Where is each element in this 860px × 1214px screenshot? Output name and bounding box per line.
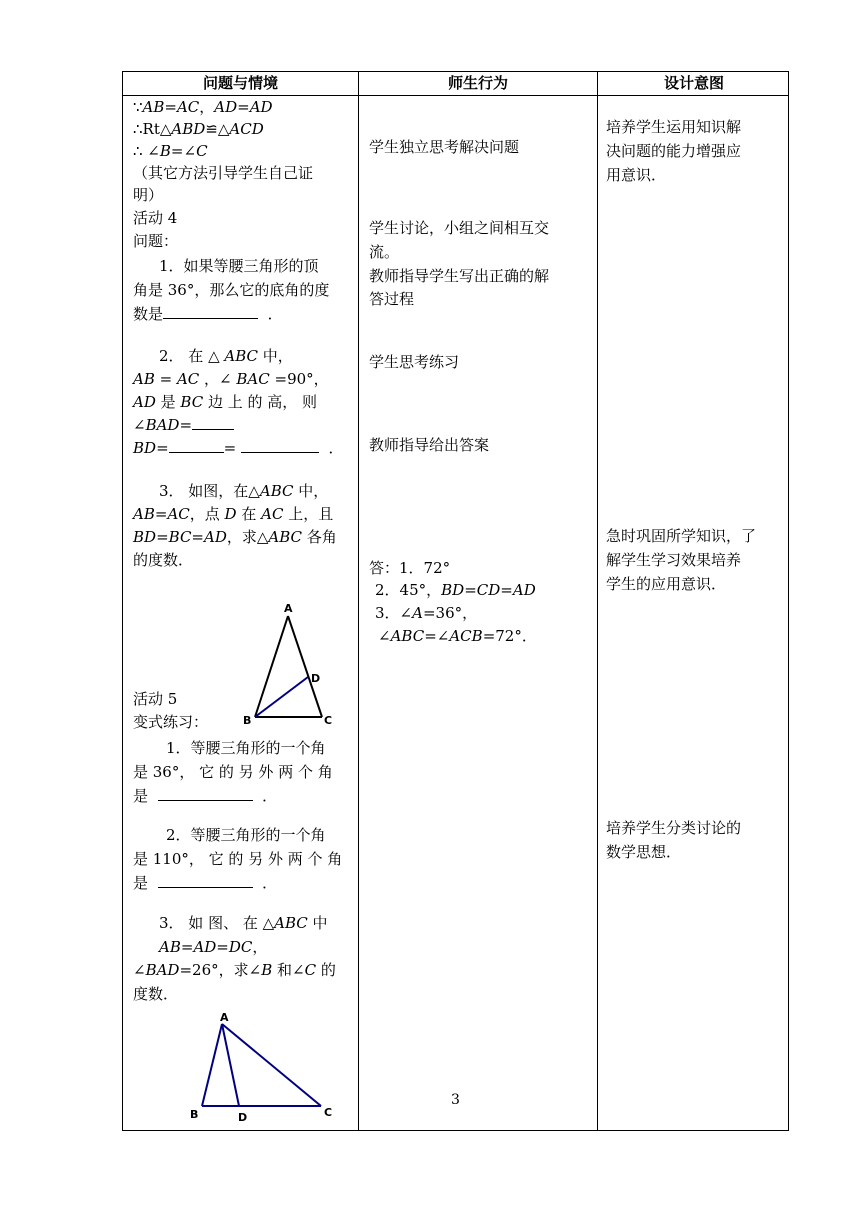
fig2-side-ab — [202, 1024, 222, 1106]
note-line-2: 明） — [133, 186, 164, 204]
answer-line-3: 3．∠A=36°， — [375, 604, 478, 622]
v3-line-4: 度数． — [133, 985, 179, 1003]
note-line-1: （其它方法引导学生自己证 — [133, 164, 314, 182]
behavior-2-line-3: 教师指导学生写出正确的解 — [369, 267, 550, 285]
proof-line-2: ∴Rt△ABD≌△ACD — [133, 120, 264, 138]
v2-answer-blank — [158, 887, 253, 888]
header-design-intent: 设计意图 — [663, 74, 724, 92]
behavior-2-line-1: 学生讨论，小组之间相互交 — [369, 219, 550, 237]
v1-line-2: 是 36°， 它 的 另 外 两 个 角 — [133, 763, 333, 781]
v1-line-1: 1．等腰三角形的一个角 — [166, 739, 326, 757]
column-divider-1 — [358, 72, 359, 1130]
fig1-side-ab — [255, 616, 288, 717]
intent-2-line-2: 解学生学习效果培养 — [606, 551, 742, 569]
intent-2-line-1: 急时巩固所学知识，了 — [606, 527, 757, 545]
fig2-label-b: B — [190, 1108, 199, 1121]
proof-line-3: ∴ ∠B=∠C — [133, 142, 208, 160]
answer-line-1: 答：1．72° — [369, 559, 451, 577]
column-divider-2 — [597, 72, 598, 1130]
fig2-label-a: A — [220, 1011, 229, 1024]
triangle-figure-2 — [185, 1008, 345, 1126]
fig1-label-a: A — [284, 602, 293, 615]
v2-line-3: 是 ． — [133, 874, 278, 892]
q3-line-3: BD=BC=AD，求△ABC 各角 — [133, 528, 337, 546]
v3-line-3: ∠BAD=26°，求∠B 和∠C 的 — [133, 961, 336, 979]
intent-3-line-1: 培养学生分类讨论的 — [606, 819, 742, 837]
page-number: 3 — [451, 1092, 460, 1108]
intent-1-line-3: 用意识． — [606, 166, 667, 184]
fig1-label-b: B — [243, 714, 252, 727]
behavior-2-line-4: 答过程 — [369, 290, 415, 308]
q1-line-2: 角是 36°，那么它的底角的度 — [133, 281, 330, 299]
v1-line-3: 是 ． — [133, 787, 278, 805]
answer-line-4: ∠ABC=∠ACB=72°． — [378, 627, 537, 645]
q2-line-2: AB = AC ，∠ BAC =90°， — [133, 370, 329, 388]
proof-line-1: ∵AB=AC，AD=AD — [133, 98, 273, 116]
v1-answer-blank — [158, 800, 253, 801]
v3-line-1: 3． 如 图、 在 △ABC 中 — [159, 914, 328, 932]
q2-line-1: 2． 在 △ ABC 中， — [159, 347, 293, 365]
variant-label: 变式练习： — [133, 713, 209, 731]
v2-line-1: 2．等腰三角形的一个角 — [166, 826, 326, 844]
q3-line-1: 3． 如图，在△ABC 中， — [159, 482, 329, 500]
q2-line-4: ∠BAD= — [133, 415, 234, 436]
q1-line-1: 1．如果等腰三角形的顶 — [159, 257, 319, 275]
answer-line-2: 2．45°，BD=CD=AD — [375, 581, 536, 599]
q2-bad-blank — [192, 429, 234, 430]
header-problem-situation: 问题与情境 — [202, 74, 278, 92]
intent-2-line-3: 学生的应用意识． — [606, 575, 727, 593]
activity-4-title: 活动 4 — [133, 209, 178, 227]
v2-line-2: 是 110°， 它 的 另 外 两 个 角 — [133, 850, 343, 868]
q2-line-5: BD= = ． — [133, 439, 344, 457]
fig1-label-d: D — [311, 672, 321, 685]
behavior-4: 教师指导给出答案 — [369, 436, 490, 454]
triangle-figure-1 — [240, 600, 340, 730]
q1-line-3: 数是 ． — [133, 305, 283, 323]
header-teacher-student: 师生行为 — [447, 74, 508, 92]
q3-line-2: AB=AC，点 D 在 AC 上，且 — [133, 505, 334, 523]
q2-line-3: AD 是 BC 边 上 的 高， 则 — [133, 393, 318, 411]
v3-line-2: AB=AD=DC， — [159, 938, 268, 956]
header-divider — [123, 95, 788, 96]
intent-1-line-1: 培养学生运用知识解 — [606, 118, 742, 136]
question-label: 问题： — [133, 232, 179, 250]
behavior-3: 学生思考练习 — [369, 353, 460, 371]
behavior-2-line-2: 流。 — [369, 243, 400, 261]
activity-5-title: 活动 5 — [133, 690, 178, 708]
q1-answer-blank — [163, 318, 258, 319]
fig1-segment-bd — [255, 677, 308, 717]
fig2-label-d: D — [238, 1111, 248, 1124]
q2-bd-blank-1 — [169, 452, 224, 453]
q2-bd-blank-2 — [241, 452, 319, 453]
intent-3-line-2: 数学思想． — [606, 843, 682, 861]
fig2-label-c: C — [324, 1106, 333, 1119]
behavior-1: 学生独立思考解决问题 — [369, 138, 520, 156]
fig1-label-c: C — [324, 714, 333, 727]
intent-1-line-2: 决问题的能力增强应 — [606, 142, 742, 160]
q3-line-4: 的度数． — [133, 551, 194, 569]
fig1-side-ac — [288, 616, 322, 717]
